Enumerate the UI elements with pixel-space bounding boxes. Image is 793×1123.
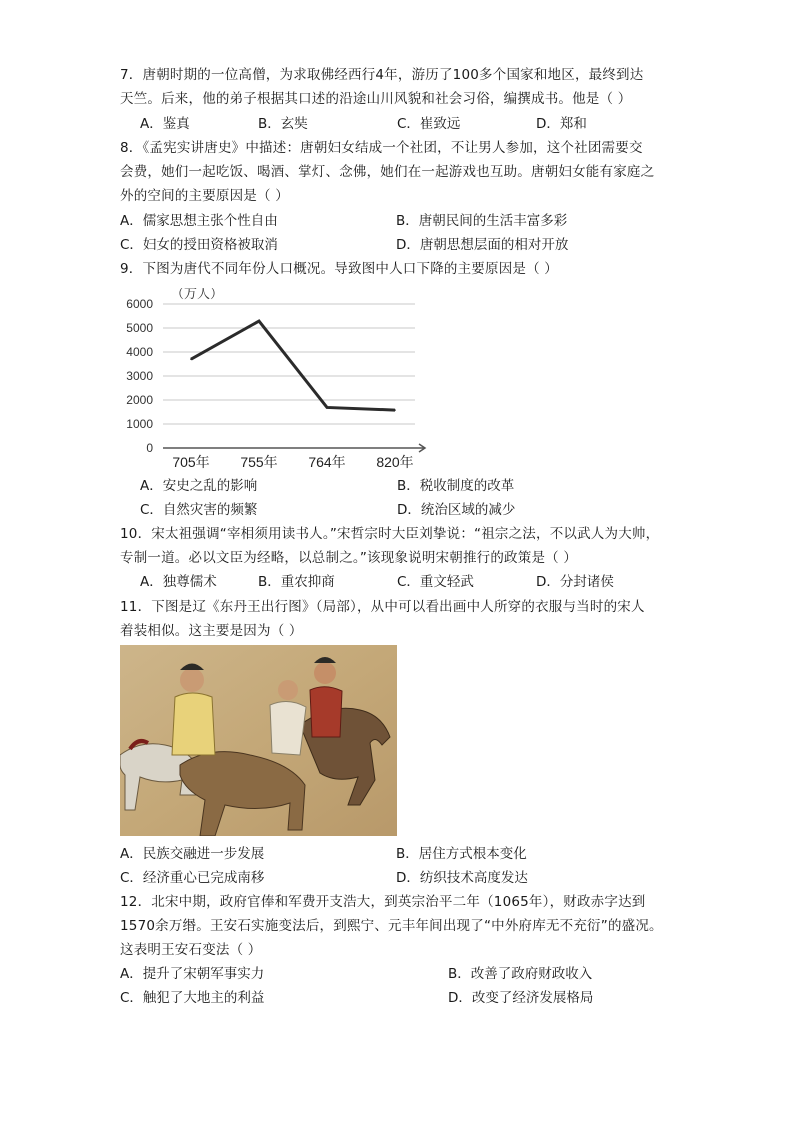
q11-option-d: D．纺织技术高度发达 xyxy=(396,870,528,886)
q12-option-c: C．触犯了大地主的利益 xyxy=(120,990,265,1006)
y-tick-label: 4000 xyxy=(126,345,153,359)
q10-line-1: 10．宋太祖强调“宰相须用读书人。”宋哲宗时大臣刘挚说：“祖宗之法，不以武人为大帅， xyxy=(120,526,660,542)
q10-line-2: 专制一道。必以文臣为经略，以总制之。”该现象说明宋朝推行的政策是（ ） xyxy=(120,550,578,566)
y-tick-label: 3000 xyxy=(126,369,153,383)
chart-y-axis-label: （万人） xyxy=(171,288,224,301)
q12-option-d: D．改变了经济发展格局 xyxy=(448,990,594,1006)
y-tick-label: 5000 xyxy=(126,321,153,335)
q9-line-1: 9．下图为唐代不同年份人口概况。导致图中人口下降的主要原因是（ ） xyxy=(120,261,558,277)
data-point xyxy=(190,358,192,360)
q11-line-2: 着装相似。这主要是因为（ ） xyxy=(120,623,303,639)
q12-line-3: 这表明王安石变法（ ） xyxy=(120,942,262,958)
chart-y-ticks xyxy=(126,297,153,455)
data-point xyxy=(326,407,328,409)
q7-option-a: A．鉴真 xyxy=(140,116,190,132)
q7-option-c: C．崔致远 xyxy=(397,116,461,132)
q12-option-b: B．改善了政府财政收入 xyxy=(448,966,593,982)
data-point xyxy=(394,409,396,411)
q8-option-a: A．儒家思想主张个性自由 xyxy=(120,213,278,229)
q7-option-b: B．玄奘 xyxy=(258,116,308,132)
q9-option-b: B．税收制度的改革 xyxy=(397,478,515,494)
q10-option-b: B．重农抑商 xyxy=(258,574,335,590)
chart-series xyxy=(190,320,396,411)
q10-option-d: D．分封诸侯 xyxy=(536,574,614,590)
data-point xyxy=(258,320,260,322)
q7-option-d: D．郑和 xyxy=(536,116,587,132)
q10-option-c: C．重文轻武 xyxy=(397,574,474,590)
q9-option-a: A．安史之乱的影响 xyxy=(140,478,258,494)
q11-line-1: 11．下图是辽《东丹王出行图》（局部），从中可以看出画中人所穿的衣服与当时的宋人 xyxy=(120,599,645,615)
q8-line-1: 8．《孟宪实讲唐史》中描述：唐朝妇女结成一个社团，不让男人参加，这个社团需要交 xyxy=(120,140,643,156)
q9-option-d: D．统治区域的减少 xyxy=(397,502,516,518)
chart-x-ticks xyxy=(172,454,413,470)
q9-option-c: C．自然灾害的频繁 xyxy=(140,502,258,518)
y-tick-label: 1000 xyxy=(126,417,153,431)
population-line-chart xyxy=(115,288,435,474)
q8-line-3: 外的空间的主要原因是（ ） xyxy=(120,188,289,204)
q8-line-2: 会费，她们一起吃饭、喝酒、掌灯、念佛，她们在一起游戏也互助。唐朝妇女能有家庭之 xyxy=(120,164,655,180)
x-tick-label: 755年 xyxy=(240,454,278,470)
population-series-line xyxy=(191,321,395,410)
q7-line-2: 天竺。后来，他的弟子根据其口述的沿途山川风貌和社会习俗，编撰成书。他是（ ） xyxy=(120,91,632,107)
q11-option-c: C．经济重心已完成南移 xyxy=(120,870,265,886)
q12-option-a: A．提升了宋朝军事实力 xyxy=(120,966,265,982)
x-axis-line xyxy=(163,444,425,452)
q12-line-2: 1570余万缗。王安石实施变法后，到熙宁、元丰年间出现了“中外府库无不充衍”的盛况。 xyxy=(120,918,663,934)
q8-option-b: B．唐朝民间的生活丰富多彩 xyxy=(396,213,568,229)
q8-option-d: D．唐朝思想层面的相对开放 xyxy=(396,237,569,253)
chart-grid xyxy=(163,304,425,452)
q11-option-b: B．居住方式根本变化 xyxy=(396,846,527,862)
q10-option-a: A．独尊儒术 xyxy=(140,574,217,590)
y-tick-label: 6000 xyxy=(126,297,153,311)
q12-line-1: 12．北宋中期，政府官俸和军费开支浩大，到英宗治平二年（1065年），财政赤字达到 xyxy=(120,894,646,910)
y-tick-label: 0 xyxy=(146,441,153,455)
q7-line-1: 7．唐朝时期的一位高僧，为求取佛经西行4年，游历了100多个国家和地区，最终到达 xyxy=(120,67,644,83)
q11-option-a: A．民族交融进一步发展 xyxy=(120,846,265,862)
y-tick-label: 2000 xyxy=(126,393,153,407)
q8-option-c: C．妇女的授田资格被取消 xyxy=(120,237,278,253)
x-tick-label: 764年 xyxy=(308,454,346,470)
x-tick-label: 820年 xyxy=(376,454,414,470)
x-tick-label: 705年 xyxy=(172,454,210,470)
painting-image xyxy=(120,645,397,836)
